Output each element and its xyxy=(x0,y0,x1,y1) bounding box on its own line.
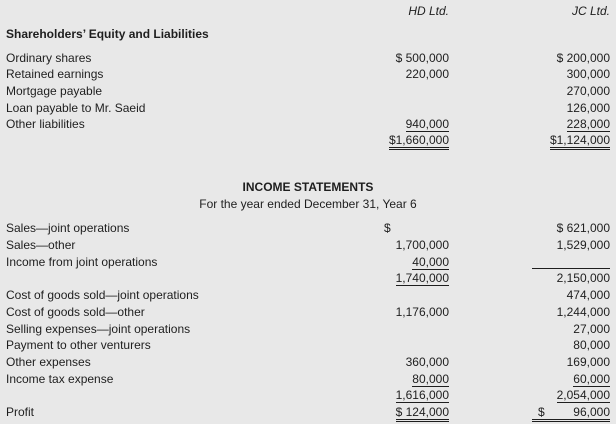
profit-cell-jc xyxy=(532,405,610,422)
row-value-jc: 80,000 xyxy=(573,338,610,352)
column-header-jc: JC Ltd. xyxy=(571,4,610,18)
row-value-jc: 270,000 xyxy=(566,84,610,98)
row-value-hd: 1,176,000 xyxy=(395,305,449,319)
row-value-hd: 220,000 xyxy=(405,67,449,81)
row-label: Mortgage payable xyxy=(6,84,103,98)
row-value-jc: 1,529,000 xyxy=(556,238,610,252)
row-label: Selling expenses—joint operations xyxy=(6,322,191,336)
row-value-hd: 940,000 xyxy=(405,117,449,131)
row-label: Sales—joint operations xyxy=(6,221,130,235)
profit-value-jc: 96,000 xyxy=(573,405,610,419)
row-value-hd: 80,000 xyxy=(412,372,449,386)
row-label: Retained earnings xyxy=(6,67,104,81)
subtotal-value-hd: 1,740,000 xyxy=(395,271,449,285)
currency-sign: $ xyxy=(538,405,545,419)
row-value-jc: 300,000 xyxy=(566,67,610,81)
subtotal-value-jc: 2,150,000 xyxy=(556,271,610,285)
section-heading-equity-liabilities: Shareholders’ Equity and Liabilities xyxy=(6,27,209,41)
row-label: Payment to other venturers xyxy=(6,338,151,352)
row-label: Loan payable to Mr. Saeid xyxy=(6,101,146,115)
row-value-jc: 27,000 xyxy=(573,322,610,336)
row-value-hd: $ xyxy=(384,221,391,235)
subtotal-value-jc: 2,054,000 xyxy=(556,388,610,402)
row-value-jc: $ 621,000 xyxy=(556,221,610,235)
row-label: Cost of goods sold—joint operations xyxy=(6,288,199,302)
profit-value-hd: $ 124,000 xyxy=(396,405,449,422)
row-value-hd: 360,000 xyxy=(405,355,449,369)
row-label: Income tax expense xyxy=(6,372,114,386)
row-value-jc: 1,244,000 xyxy=(556,305,610,319)
income-statement-subtitle: For the year ended December 31, Year 6 xyxy=(199,197,417,211)
row-value-jc: 169,000 xyxy=(566,355,610,369)
row-label: Other liabilities xyxy=(6,117,85,131)
total-value-hd: $1,660,000 xyxy=(389,133,449,150)
row-value-jc: 60,000 xyxy=(573,372,610,386)
subtotal-value-hd: 1,616,000 xyxy=(395,388,449,402)
row-value-hd: 40,000 xyxy=(412,255,449,269)
profit-label: Profit xyxy=(6,405,35,419)
row-value-jc: $ 200,000 xyxy=(556,51,610,65)
row-value-jc: 126,000 xyxy=(566,101,610,115)
row-label: Cost of goods sold—other xyxy=(6,305,145,319)
column-header-hd: HD Ltd. xyxy=(408,4,449,18)
row-value-jc: 474,000 xyxy=(566,288,610,302)
row-label: Income from joint operations xyxy=(6,255,158,269)
divider xyxy=(532,268,610,269)
total-value-jc: $1,124,000 xyxy=(550,133,610,150)
row-label: Other expenses xyxy=(6,355,91,369)
row-label: Ordinary shares xyxy=(6,51,92,65)
row-value-jc: 228,000 xyxy=(566,117,610,131)
row-value-hd: $ 500,000 xyxy=(395,51,449,65)
income-statement-title: INCOME STATEMENTS xyxy=(242,180,374,194)
row-value-hd: 1,700,000 xyxy=(395,238,449,252)
row-label: Sales—other xyxy=(6,238,76,252)
